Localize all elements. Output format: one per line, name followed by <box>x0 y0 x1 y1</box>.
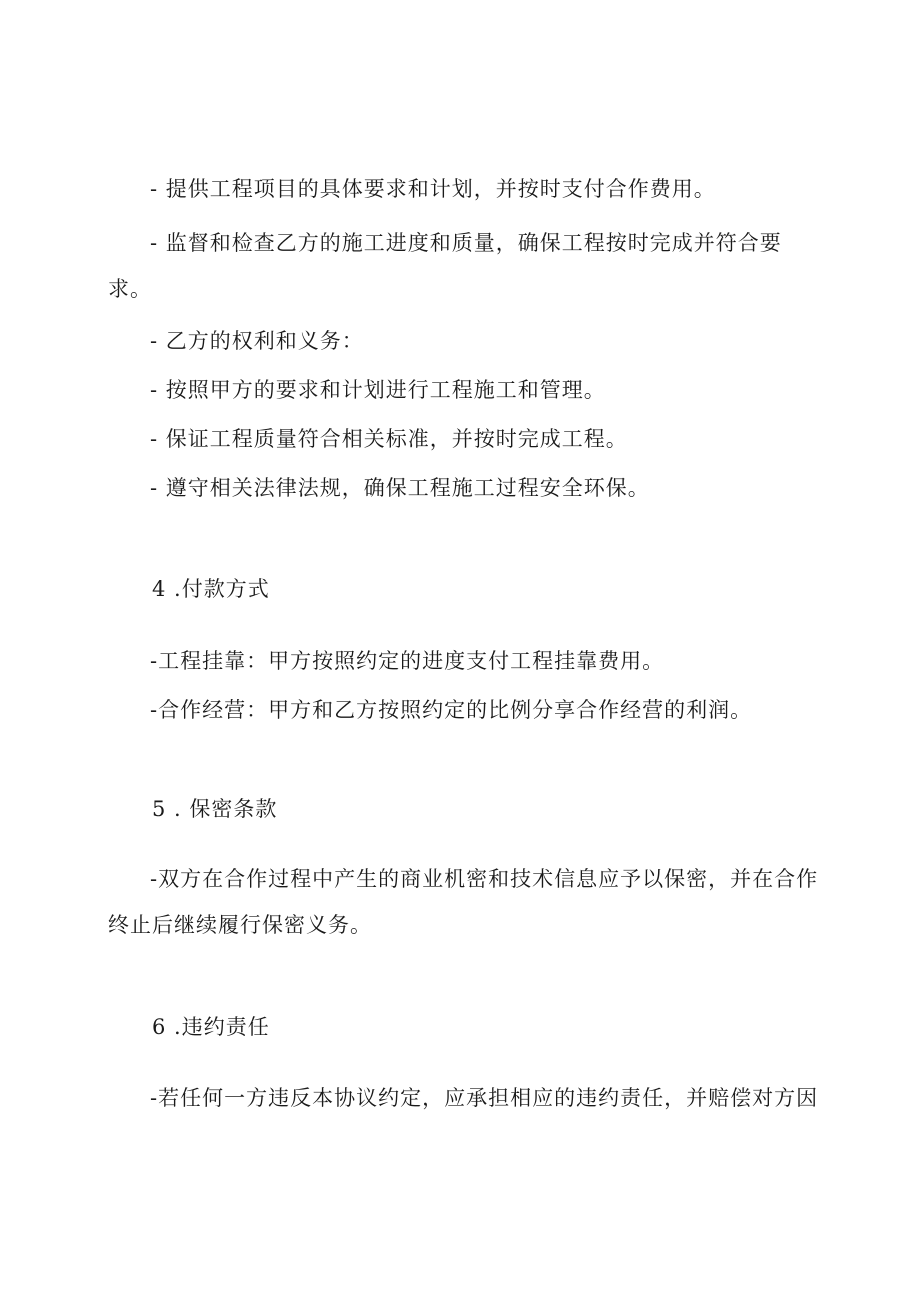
list-item: - 遵守相关法律法规，确保工程施工过程安全环保。 <box>150 476 650 500</box>
list-item: - 监督和检查乙方的施工进度和质量，确保工程按时完成并符合要 <box>150 231 782 255</box>
list-item: - 提供工程项目的具体要求和计划，并按时支付合作费用。 <box>150 177 716 201</box>
list-item: - 乙方的权利和义务： <box>150 329 364 353</box>
section-heading: 4 .付款方式 <box>152 577 270 601</box>
section-heading: 5 . 保密条款 <box>152 797 278 821</box>
list-item: - 保证工程质量符合相关标准，并按时完成工程。 <box>150 427 628 451</box>
list-item-continuation: 求。 <box>108 277 152 301</box>
list-item-continuation: 终止后继续履行保密义务。 <box>108 913 372 937</box>
list-item: -若任何一方违反本协议约定，应承担相应的违约责任，并赔偿对方因 <box>150 1086 819 1110</box>
list-item: -工程挂靠：甲方按照约定的进度支付工程挂靠费用。 <box>150 649 665 673</box>
list-item: -合作经营：甲方和乙方按照约定的比例分享合作经营的利润。 <box>150 698 753 722</box>
section-heading: 6 .违约责任 <box>152 1015 270 1039</box>
list-item: -双方在合作过程中产生的商业机密和技术信息应予以保密，并在合作 <box>150 867 819 891</box>
list-item: - 按照甲方的要求和计划进行工程施工和管理。 <box>150 378 606 402</box>
